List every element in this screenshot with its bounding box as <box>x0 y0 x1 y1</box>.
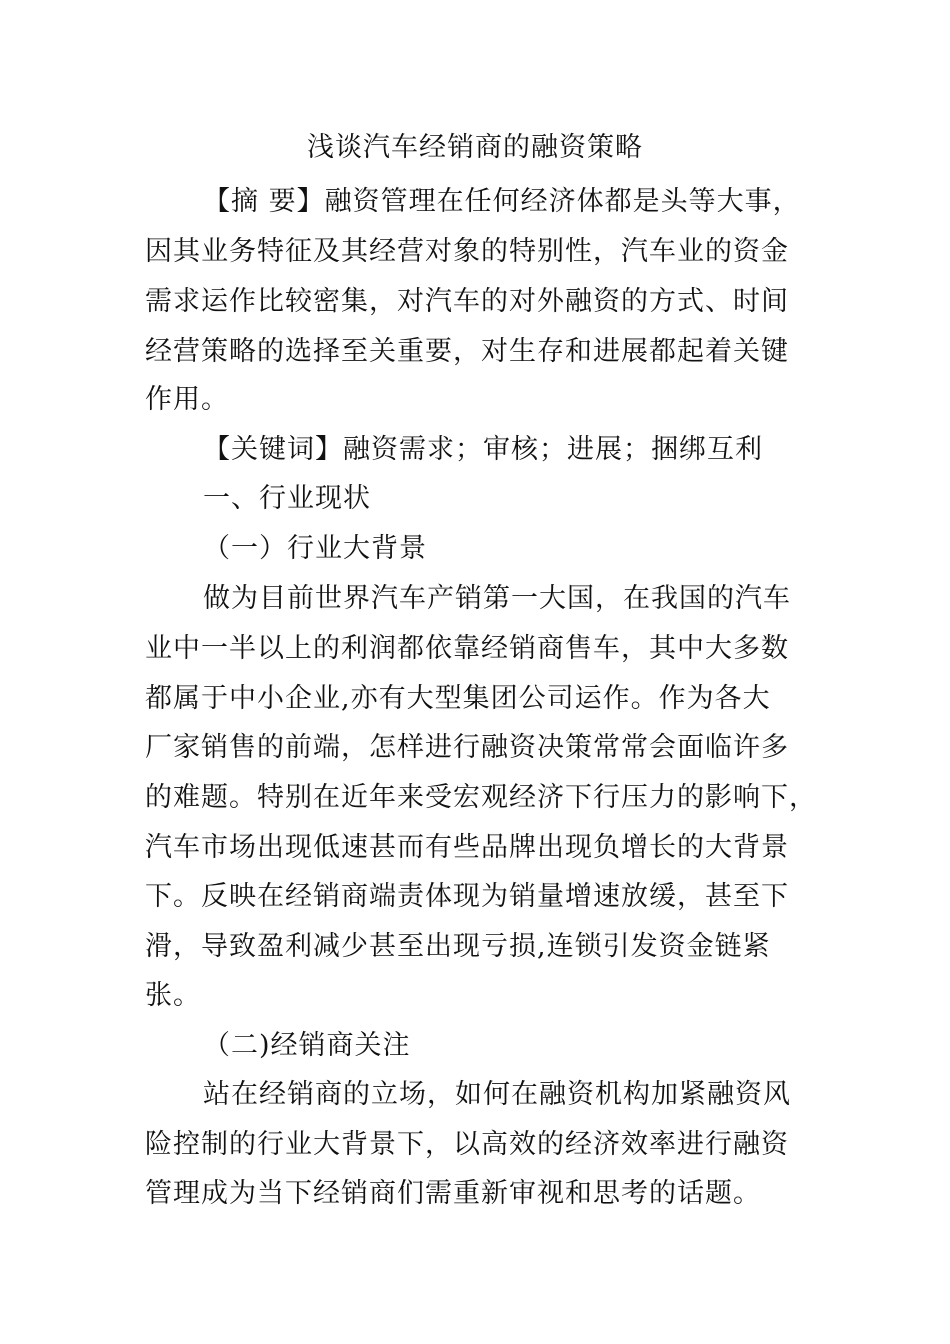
abstract-line: 因其业务特征及其经营对象的特别性，汽车业的资金 <box>145 236 789 267</box>
abstract-line: 作用。 <box>145 384 229 415</box>
abstract-line: 需求运作比较密集，对汽车的对外融资的方式、时间 <box>145 286 789 317</box>
paragraph-line: 下。反映在经销商端责体现为销量增速放缓，甚至下 <box>145 881 789 912</box>
paragraph-line: 滑，导致盈利减少甚至出现亏损,连锁引发资金链紧 <box>145 931 771 962</box>
subsection-heading: （二)经销商关注 <box>203 1030 411 1061</box>
paragraph-line: 管理成为当下经销商们需重新审视和思考的话题。 <box>145 1178 761 1209</box>
paragraph-line: 汽车市场出现低速甚而有些品牌出现负增长的大背景 <box>145 832 789 863</box>
paragraph-line: 险控制的行业大背景下，以高效的经济效率进行融资 <box>145 1129 789 1160</box>
paragraph-line: 业中一半以上的利润都依靠经销商售车，其中大多数 <box>145 633 789 664</box>
section-heading: 一、行业现状 <box>203 483 371 514</box>
document-title: 浅谈汽车经销商的融资策略 <box>307 132 643 163</box>
paragraph-line: 做为目前世界汽车产销第一大国，在我国的汽车 <box>203 583 791 614</box>
keywords-line: 【关键词】融资需求；审核；进展；捆绑互利 <box>203 434 763 465</box>
paragraph-line: 站在经销商的立场，如何在融资机构加紧融资风 <box>203 1079 791 1110</box>
abstract-line: 【摘 要】融资管理在任何经济体都是头等大事， <box>203 186 801 217</box>
subsection-heading: （一）行业大背景 <box>203 533 427 564</box>
paragraph-line: 的难题。特别在近年来受宏观经济下行压力的影响下， <box>145 782 817 813</box>
paragraph-line: 张。 <box>145 980 201 1011</box>
paragraph-line: 都属于中小企业,亦有大型集团公司运作。作为各大 <box>145 683 771 714</box>
paragraph-line: 厂家销售的前端，怎样进行融资决策常常会面临许多 <box>145 732 789 763</box>
abstract-line: 经营策略的选择至关重要，对生存和进展都起着关键 <box>145 336 789 367</box>
